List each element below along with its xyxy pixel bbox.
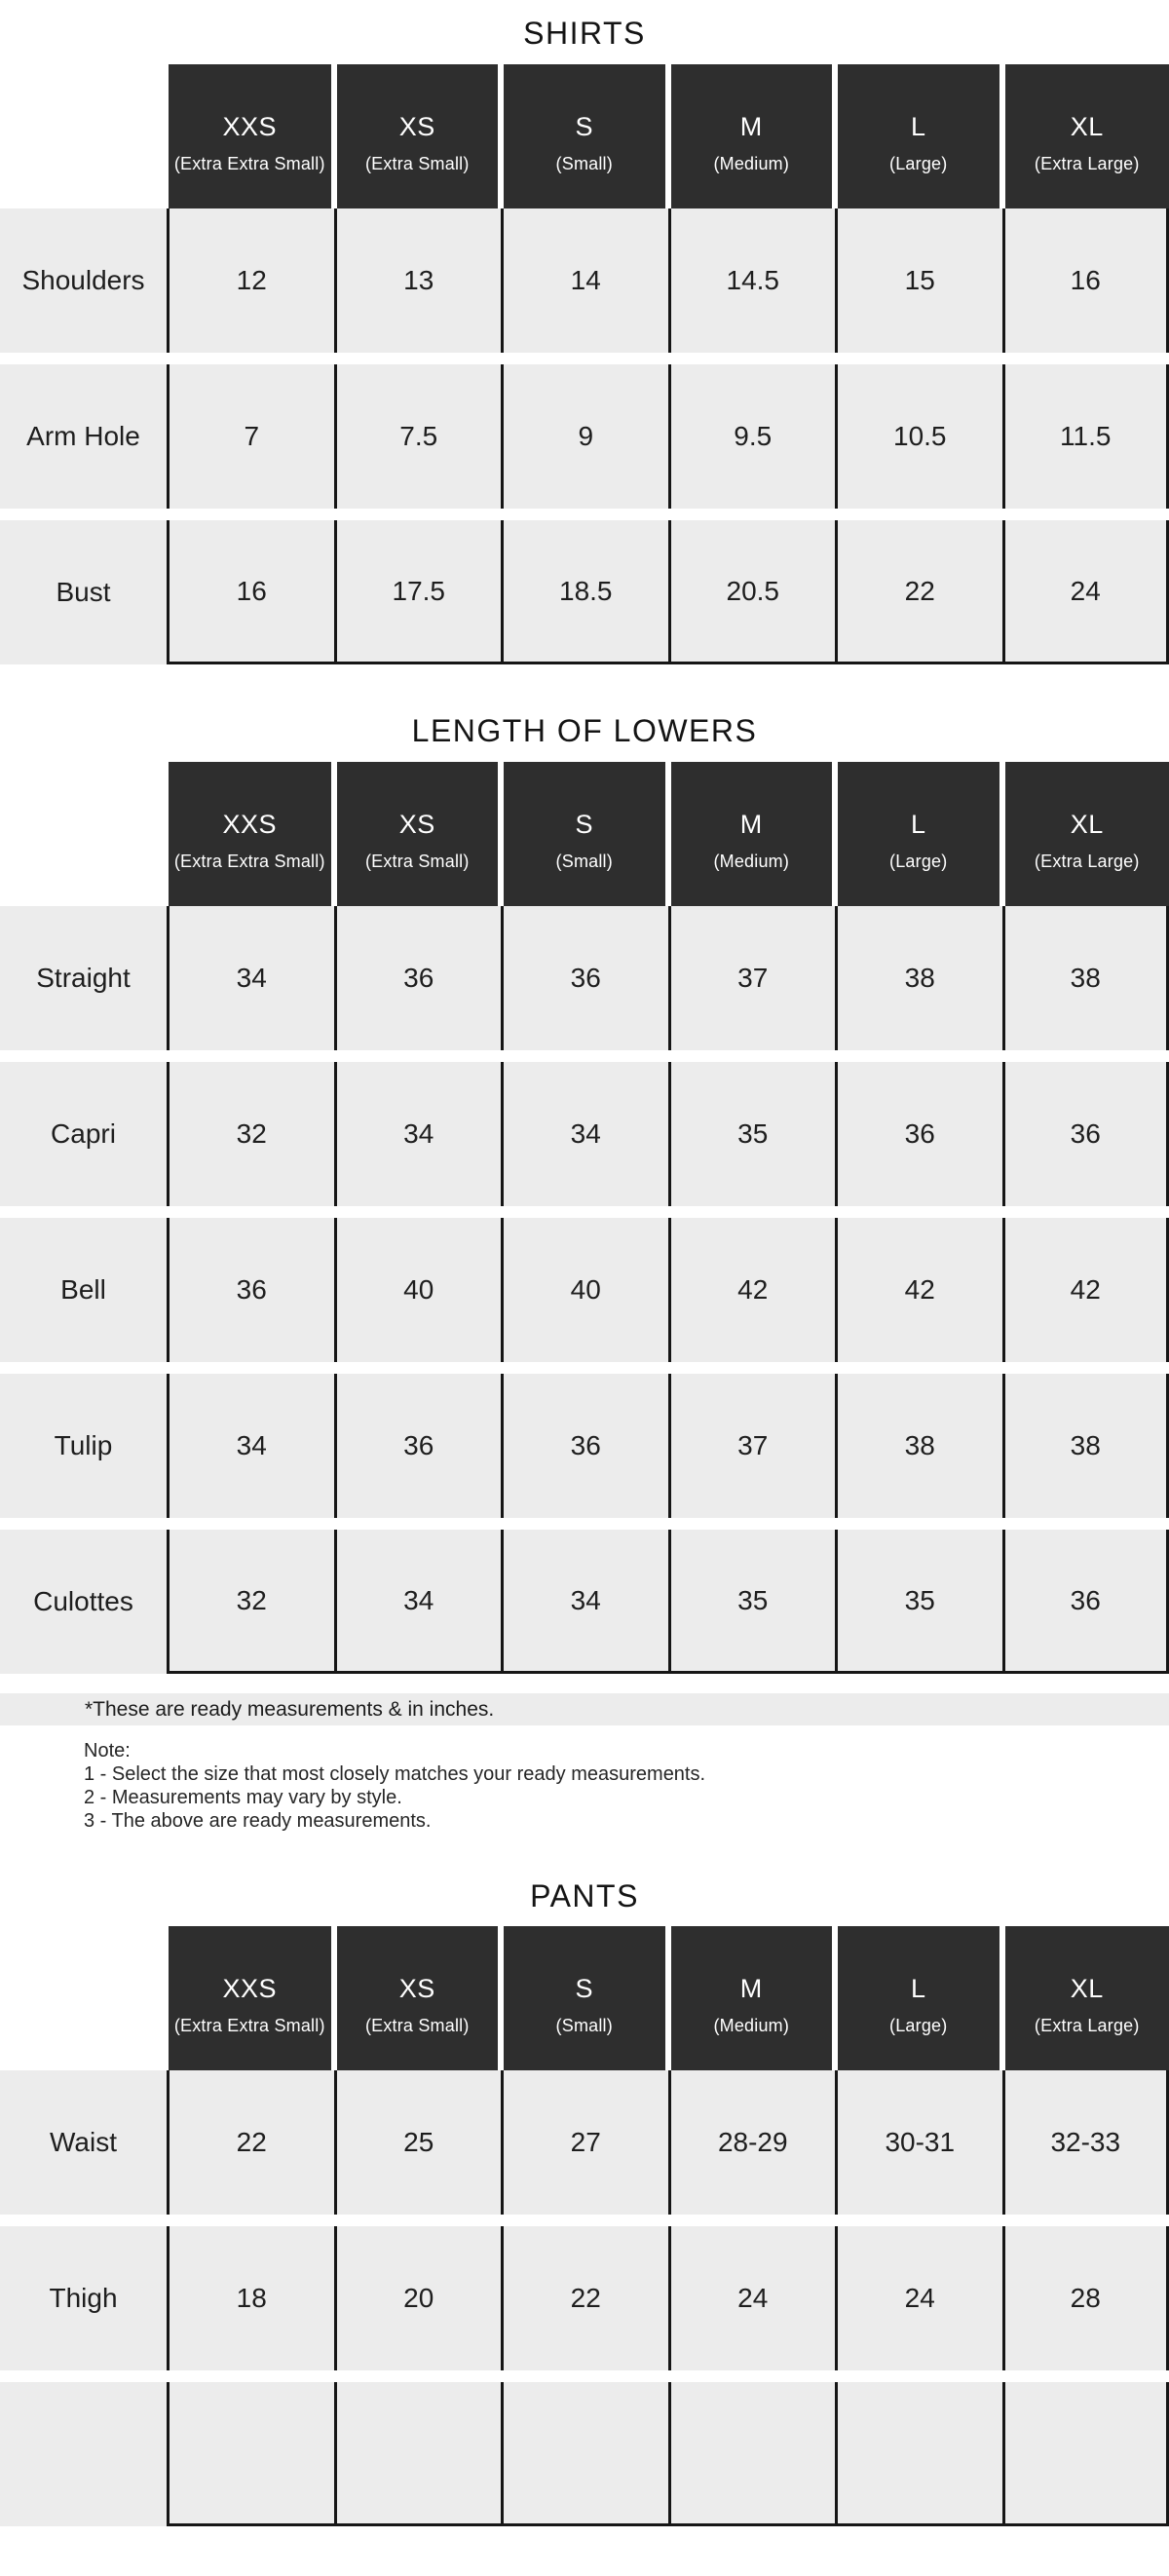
measurement-cell: 16 bbox=[1002, 208, 1169, 353]
measurement-cell: 38 bbox=[1002, 906, 1169, 1050]
measurement-cell: 11.5 bbox=[1002, 364, 1169, 509]
shirts-section bbox=[0, 0, 1169, 664]
size-description: (Extra Large) bbox=[1034, 2016, 1140, 2035]
measurement-cell: 12 bbox=[167, 208, 334, 353]
size-column-header bbox=[1005, 1926, 1169, 2070]
size-column-header bbox=[169, 1926, 331, 2070]
size-column-header bbox=[1005, 762, 1169, 906]
size-description: (Extra Extra Small) bbox=[173, 852, 325, 871]
measurement-cell: 34 bbox=[167, 906, 334, 1050]
measurement-cell: 34 bbox=[501, 1062, 668, 1206]
measurement-cell: 32 bbox=[167, 1062, 334, 1206]
notes-list bbox=[84, 1762, 1169, 1833]
lowers-table-title: LENGTH OF LOWERS bbox=[411, 713, 758, 748]
measurement-cell bbox=[1002, 2382, 1169, 2526]
measurement-cell: 14.5 bbox=[668, 208, 836, 353]
size-code: XL bbox=[1070, 112, 1104, 141]
measurement-cell: 34 bbox=[334, 1530, 502, 1674]
row-label: Thigh bbox=[0, 2226, 167, 2370]
size-code: XXS bbox=[222, 112, 278, 141]
size-description: (Extra Large) bbox=[1034, 852, 1140, 871]
size-column-header bbox=[337, 1926, 499, 2070]
measurement-cell: 37 bbox=[668, 1374, 836, 1518]
measurement-cell: 7 bbox=[167, 364, 334, 509]
size-code: L bbox=[910, 112, 926, 141]
notes-block bbox=[0, 1739, 1169, 1833]
size-description: (Medium) bbox=[713, 2016, 790, 2035]
measurement-cell: 36 bbox=[501, 1374, 668, 1518]
shirts-table bbox=[0, 64, 1169, 664]
size-code: XS bbox=[398, 1974, 435, 2003]
size-description: (Medium) bbox=[713, 852, 790, 871]
header-spacer-cell bbox=[0, 762, 167, 906]
size-code: XXS bbox=[222, 1974, 278, 2003]
measurement-cell: 38 bbox=[835, 906, 1002, 1050]
table-row bbox=[0, 208, 1169, 353]
measurement-cell: 20.5 bbox=[668, 520, 836, 664]
measurement-cell: 22 bbox=[501, 2226, 668, 2370]
row-label: Shoulders bbox=[0, 208, 167, 353]
lowers-table bbox=[0, 762, 1169, 1674]
measurement-cell: 7.5 bbox=[334, 364, 502, 509]
note-item: 1 - Select the size that most closely matches your ready measurements. bbox=[84, 1763, 706, 1785]
size-description: (Extra Small) bbox=[364, 154, 470, 173]
measurement-cell: 22 bbox=[167, 2070, 334, 2215]
size-code: L bbox=[910, 810, 926, 839]
size-column-header bbox=[504, 762, 665, 906]
size-code: M bbox=[739, 1974, 763, 2003]
measurement-cell: 36 bbox=[501, 906, 668, 1050]
size-column-header bbox=[671, 64, 833, 208]
row-label: Straight bbox=[0, 906, 167, 1050]
size-code: S bbox=[575, 1974, 593, 2003]
measurement-cell bbox=[835, 2382, 1002, 2526]
measurement-cell: 9 bbox=[501, 364, 668, 509]
measurement-cell: 14 bbox=[501, 208, 668, 353]
size-code: M bbox=[739, 112, 763, 141]
size-column-header bbox=[169, 64, 331, 208]
size-code: XS bbox=[398, 112, 435, 141]
measurement-cell: 36 bbox=[167, 1218, 334, 1362]
size-description: (Small) bbox=[555, 852, 613, 871]
size-column-header bbox=[671, 762, 833, 906]
measurement-cell: 36 bbox=[1002, 1062, 1169, 1206]
measurement-cell: 16 bbox=[167, 520, 334, 664]
row-label: Arm Hole bbox=[0, 364, 167, 509]
measurement-cell: 10.5 bbox=[835, 364, 1002, 509]
measurement-cell bbox=[501, 2382, 668, 2526]
size-column-header bbox=[1005, 64, 1169, 208]
table-row bbox=[0, 2070, 1169, 2215]
measurement-cell: 37 bbox=[668, 906, 836, 1050]
measurement-cell: 42 bbox=[835, 1218, 1002, 1362]
shirts-table-title: SHIRTS bbox=[523, 16, 646, 51]
measurement-cell: 13 bbox=[334, 208, 502, 353]
measurement-cell: 40 bbox=[501, 1218, 668, 1362]
measurement-cell: 34 bbox=[334, 1062, 502, 1206]
size-column-header bbox=[671, 1926, 833, 2070]
measurement-cell bbox=[167, 2382, 334, 2526]
size-column-header bbox=[838, 64, 999, 208]
size-description: (Extra Extra Small) bbox=[173, 154, 325, 173]
size-description: (Small) bbox=[555, 154, 613, 173]
size-code: S bbox=[575, 112, 593, 141]
size-code: XS bbox=[398, 810, 435, 839]
measurement-cell: 24 bbox=[835, 2226, 1002, 2370]
measurement-cell: 18.5 bbox=[501, 520, 668, 664]
pants-table bbox=[0, 1926, 1169, 2526]
table-row bbox=[0, 520, 1169, 664]
row-label: Waist bbox=[0, 2070, 167, 2215]
measurement-cell: 36 bbox=[334, 1374, 502, 1518]
footnote-text: *These are ready measurements & in inches. bbox=[85, 1697, 495, 1721]
row-label: Capri bbox=[0, 1062, 167, 1206]
measurement-cell: 32 bbox=[167, 1530, 334, 1674]
header-spacer-cell bbox=[0, 64, 167, 208]
notes-heading: Note: bbox=[84, 1740, 131, 1762]
lowers-section bbox=[0, 664, 1169, 1674]
measurement-cell: 34 bbox=[501, 1530, 668, 1674]
measurement-cell: 25 bbox=[334, 2070, 502, 2215]
footnote-band bbox=[0, 1693, 1169, 1725]
measurement-cell: 40 bbox=[334, 1218, 502, 1362]
table-row bbox=[0, 364, 1169, 509]
measurement-cell: 28-29 bbox=[668, 2070, 836, 2215]
size-column-header bbox=[504, 64, 665, 208]
size-code: XL bbox=[1070, 810, 1104, 839]
row-label bbox=[0, 2382, 167, 2526]
table-row bbox=[0, 1530, 1169, 1674]
table-row bbox=[0, 2382, 1169, 2526]
measurement-cell: 34 bbox=[167, 1374, 334, 1518]
measurement-cell: 35 bbox=[668, 1530, 836, 1674]
size-description: (Extra Small) bbox=[364, 2016, 470, 2035]
size-description: (Extra Extra Small) bbox=[173, 2016, 325, 2035]
row-label: Culottes bbox=[0, 1530, 167, 1674]
measurement-cell: 36 bbox=[835, 1062, 1002, 1206]
measurement-cell: 20 bbox=[334, 2226, 502, 2370]
row-label: Bust bbox=[0, 520, 167, 664]
size-code: XXS bbox=[222, 810, 278, 839]
size-description: (Medium) bbox=[713, 154, 790, 173]
table-row bbox=[0, 1374, 1169, 1518]
size-header-row bbox=[0, 762, 1169, 906]
size-description: (Extra Small) bbox=[364, 852, 470, 871]
size-column-header bbox=[838, 762, 999, 906]
table-row bbox=[0, 1062, 1169, 1206]
note-item: 2 - Measurements may vary by style. bbox=[84, 1787, 402, 1808]
measurement-cell: 18 bbox=[167, 2226, 334, 2370]
measurement-cell: 36 bbox=[334, 906, 502, 1050]
measurement-cell: 42 bbox=[1002, 1218, 1169, 1362]
pants-table-title: PANTS bbox=[530, 1878, 639, 1913]
size-description: (Extra Large) bbox=[1034, 154, 1140, 173]
table-row bbox=[0, 906, 1169, 1050]
table-row bbox=[0, 1218, 1169, 1362]
size-description: (Small) bbox=[555, 2016, 613, 2035]
row-label: Tulip bbox=[0, 1374, 167, 1518]
size-code: L bbox=[910, 1974, 926, 2003]
measurement-cell bbox=[668, 2382, 836, 2526]
size-column-header bbox=[504, 1926, 665, 2070]
measurement-cell: 35 bbox=[835, 1530, 1002, 1674]
measurement-cell: 22 bbox=[835, 520, 1002, 664]
size-column-header bbox=[169, 762, 331, 906]
size-code: S bbox=[575, 810, 593, 839]
size-column-header bbox=[337, 64, 499, 208]
size-description: (Large) bbox=[889, 2016, 948, 2035]
measurement-cell: 9.5 bbox=[668, 364, 836, 509]
measurement-cell: 35 bbox=[668, 1062, 836, 1206]
measurement-cell: 15 bbox=[835, 208, 1002, 353]
size-code: XL bbox=[1070, 1974, 1104, 2003]
table-row bbox=[0, 2226, 1169, 2370]
size-header-row bbox=[0, 64, 1169, 208]
measurement-cell: 27 bbox=[501, 2070, 668, 2215]
size-description: (Large) bbox=[889, 852, 948, 871]
size-column-header bbox=[838, 1926, 999, 2070]
measurement-cell: 32-33 bbox=[1002, 2070, 1169, 2215]
measurement-cell: 24 bbox=[668, 2226, 836, 2370]
pants-section bbox=[0, 1833, 1169, 2526]
measurement-cell: 24 bbox=[1002, 520, 1169, 664]
measurement-cell: 36 bbox=[1002, 1530, 1169, 1674]
note-item: 3 - The above are ready measurements. bbox=[84, 1810, 432, 1832]
measurement-cell: 17.5 bbox=[334, 520, 502, 664]
size-column-header bbox=[337, 762, 499, 906]
size-description: (Large) bbox=[889, 154, 948, 173]
measurement-cell: 30-31 bbox=[835, 2070, 1002, 2215]
measurement-cell: 38 bbox=[835, 1374, 1002, 1518]
row-label: Bell bbox=[0, 1218, 167, 1362]
measurement-cell: 38 bbox=[1002, 1374, 1169, 1518]
size-code: M bbox=[739, 810, 763, 839]
size-header-row bbox=[0, 1926, 1169, 2070]
measurement-cell bbox=[334, 2382, 502, 2526]
header-spacer-cell bbox=[0, 1926, 167, 2070]
measurement-cell: 42 bbox=[668, 1218, 836, 1362]
measurement-cell: 28 bbox=[1002, 2226, 1169, 2370]
